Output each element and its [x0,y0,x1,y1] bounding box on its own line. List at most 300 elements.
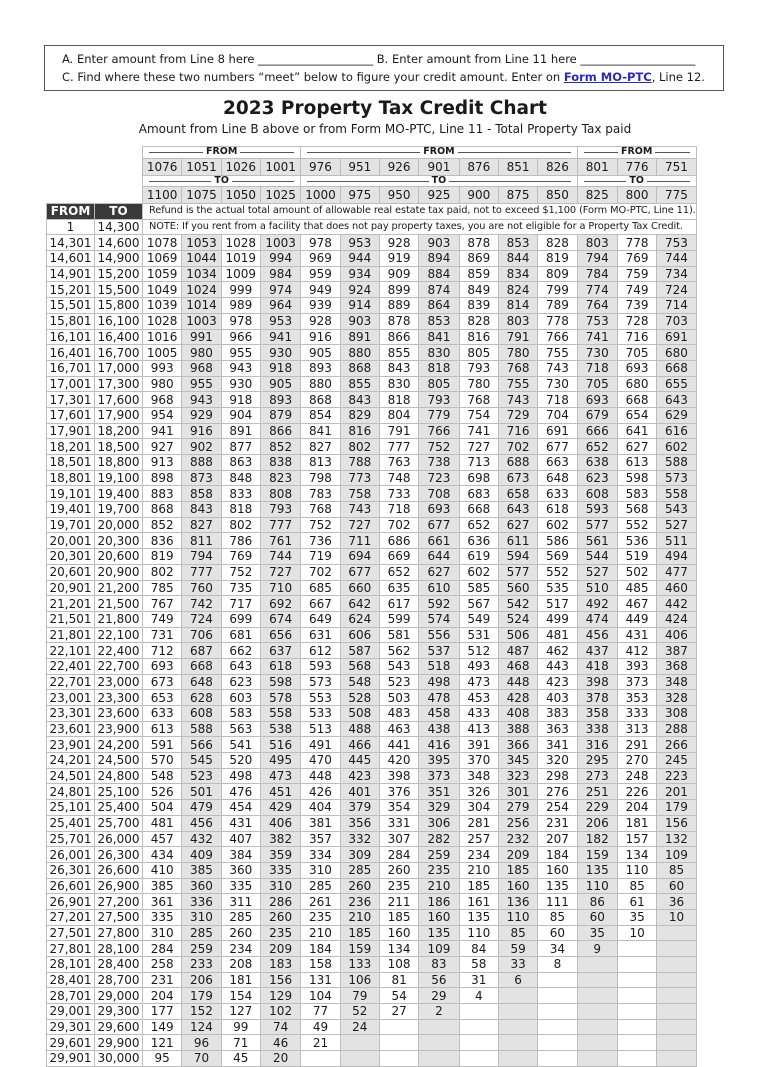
row-from-value: 22,401 [47,658,95,674]
credit-value-cell [459,1004,498,1020]
credit-value-cell: 181 [221,972,260,988]
credit-value-cell: 658 [498,486,537,502]
column-header-value: 1075 [182,187,221,204]
credit-value-cell: 558 [260,706,300,722]
credit-value-cell: 498 [221,768,260,784]
table-row [47,564,697,580]
credit-value-cell: 704 [538,407,577,423]
table-row [47,580,697,596]
row-from-value: 19,101 [47,486,95,502]
table-row [47,800,697,816]
table-row [47,486,697,502]
credit-value-cell: 535 [538,580,577,596]
credit-value-cell: 1053 [182,235,221,251]
credit-value-cell: 749 [143,611,182,627]
credit-value-cell: 326 [459,784,498,800]
credit-value-cell: 45 [221,1051,260,1067]
credit-value-cell: 805 [459,345,498,361]
credit-value-cell: 648 [538,470,577,486]
credit-value-cell: 868 [143,502,182,518]
credit-value-cell: 966 [221,329,260,345]
credit-value-cell: 159 [577,847,617,863]
row-from-value: 24,801 [47,784,95,800]
credit-value-cell: 708 [419,486,459,502]
row-from-value: 17,601 [47,407,95,423]
instruction-c-text: C. Find where these two numbers “meet” below to figure your credit amount. Enter on [62,70,564,84]
credit-value-cell: 819 [143,549,182,565]
credit-value-cell: 702 [301,564,340,580]
table-row [47,517,697,533]
row-from-value: 14,901 [47,266,95,282]
note-row-2 [47,219,697,235]
credit-value-cell [657,988,696,1004]
credit-value-cell: 877 [221,439,260,455]
credit-value-cell: 379 [340,800,379,816]
row-to-value: 24,200 [95,737,143,753]
credit-value-cell: 934 [340,266,379,282]
credit-value-cell: 562 [379,643,418,659]
credit-value-cell: 869 [459,251,498,267]
credit-value-cell: 456 [577,627,617,643]
credit-value-cell: 627 [617,439,656,455]
row-from-value: 26,901 [47,894,95,910]
credit-value-cell [498,1004,537,1020]
credit-value-cell [577,1004,617,1020]
credit-value-cell: 481 [538,627,577,643]
credit-value-cell: 210 [340,909,379,925]
credit-value-cell: 928 [301,313,340,329]
row-to-value: 20,900 [95,564,143,580]
credit-value-cell: 852 [143,517,182,533]
row-from-value: 16,401 [47,345,95,361]
credit-value-cell [498,988,537,1004]
credit-value-cell: 181 [617,815,656,831]
credit-value-cell [617,972,656,988]
table-row [47,329,697,345]
credit-value-cell: 208 [221,957,260,973]
credit-value-cell [577,1035,617,1051]
credit-value-cell: 383 [538,706,577,722]
credit-value-cell: 829 [340,407,379,423]
credit-value-cell: 568 [617,502,656,518]
credit-value-cell: 619 [459,549,498,565]
credit-value-cell: 231 [538,815,577,831]
credit-value-cell: 356 [340,815,379,831]
credit-value-cell: 916 [182,423,221,439]
credit-value-cell: 404 [301,800,340,816]
credit-value-cell: 984 [260,266,300,282]
credit-value-cell: 259 [182,941,221,957]
credit-value-cell [657,1019,696,1035]
form-mo-ptc-link[interactable]: Form MO-PTC [563,70,652,84]
row-to-value: 25,400 [95,800,143,816]
credit-value-cell: 588 [182,721,221,737]
credit-value-cell: 36 [657,894,696,910]
credit-value-cell: 638 [577,455,617,471]
credit-value-cell: 54 [379,988,418,1004]
credit-value-cell: 744 [260,549,300,565]
credit-value-cell: 328 [657,690,696,706]
credit-value-cell: 538 [260,721,300,737]
credit-value-cell: 370 [459,753,498,769]
header-to-row-label-text: TO [429,175,450,186]
row-from-value: 26,601 [47,878,95,894]
credit-value-cell: 716 [617,329,656,345]
credit-value-cell: 674 [260,611,300,627]
credit-value-cell: 685 [301,580,340,596]
header-to-row-label-right [577,175,696,187]
credit-value-cell: 279 [498,800,537,816]
row-to-value: 17,300 [95,376,143,392]
credit-value-cell: 358 [577,706,617,722]
credit-value-cell: 859 [459,266,498,282]
credit-value-cell: 681 [221,627,260,643]
credit-value-cell: 793 [419,392,459,408]
credit-value-cell: 348 [657,674,696,690]
credit-value-cell: 794 [577,251,617,267]
row-to-value: 17,900 [95,407,143,423]
credit-value-cell: 276 [538,784,577,800]
credit-value-cell: 463 [379,721,418,737]
credit-value-cell: 46 [260,1035,300,1051]
credit-value-cell: 308 [657,706,696,722]
credit-value-cell: 543 [657,502,696,518]
credit-value-cell: 855 [379,345,418,361]
credit-value-cell: 593 [301,658,340,674]
credit-value-cell: 599 [379,611,418,627]
credit-value-cell: 298 [538,768,577,784]
credit-value-cell: 184 [301,941,340,957]
credit-value-cell: 808 [260,486,300,502]
row-to-value: 15,800 [95,298,143,314]
table-row [47,768,697,784]
credit-value-cell: 468 [498,658,537,674]
credit-value-cell: 357 [301,831,340,847]
credit-value-cell: 288 [657,721,696,737]
row-from-value: 19,401 [47,502,95,518]
credit-value-cell: 160 [379,925,418,941]
row-from-value: 21,501 [47,611,95,627]
instruction-line-c [62,70,705,84]
credit-value-cell: 460 [657,580,696,596]
credit-value-cell: 179 [182,988,221,1004]
credit-value-cell: 902 [182,439,221,455]
row-from-value: 20,901 [47,580,95,596]
row-to-value: 26,900 [95,878,143,894]
credit-value-cell: 331 [379,815,418,831]
credit-value-cell: 949 [301,282,340,298]
credit-value-cell: 611 [498,533,537,549]
credit-value-cell: 629 [657,407,696,423]
credit-value-cell [498,1019,537,1035]
credit-value-cell: 445 [340,753,379,769]
credit-value-cell: 602 [657,439,696,455]
credit-value-cell: 918 [260,360,300,376]
credit-value-cell: 618 [260,658,300,674]
row-from-value: 29,901 [47,1051,95,1067]
row-to-value: 14,300 [95,219,143,235]
credit-value-cell: 6 [498,972,537,988]
credit-value-cell: 728 [617,313,656,329]
credit-value-cell: 258 [143,957,182,973]
credit-value-cell: 493 [459,658,498,674]
credit-value-cell [577,972,617,988]
credit-value-cell: 251 [577,784,617,800]
credit-value-cell: 467 [617,596,656,612]
row-to-value: 18,500 [95,439,143,455]
credit-value-cell: 643 [221,658,260,674]
credit-value-cell: 553 [301,690,340,706]
credit-value-cell: 457 [143,831,182,847]
credit-value-cell [419,1051,459,1067]
credit-value-cell: 677 [419,517,459,533]
credit-value-cell: 764 [577,298,617,314]
credit-value-cell: 735 [221,580,260,596]
credit-value-cell [657,957,696,973]
credit-value-cell: 641 [617,423,656,439]
credit-value-cell: 633 [143,706,182,722]
credit-value-cell: 406 [260,815,300,831]
credit-value-cell: 841 [419,329,459,345]
credit-value-cell [498,1035,537,1051]
credit-value-cell: 385 [182,862,221,878]
credit-value-cell: 135 [538,878,577,894]
credit-value-cell: 755 [498,376,537,392]
credit-value-cell: 533 [301,706,340,722]
credit-value-cell: 135 [419,925,459,941]
credit-value-cell: 310 [301,862,340,878]
credit-value-cell: 703 [657,313,696,329]
credit-value-cell: 791 [379,423,418,439]
credit-value-cell: 818 [221,502,260,518]
credit-value-cell: 752 [221,564,260,580]
credit-value-cell: 852 [260,439,300,455]
credit-value-cell: 994 [260,251,300,267]
column-header-value: 800 [617,187,656,204]
credit-value-cell: 773 [340,470,379,486]
credit-value-cell: 413 [459,721,498,737]
table-row [47,847,697,863]
credit-value-cell: 353 [617,690,656,706]
credit-value-cell: 133 [340,957,379,973]
credit-value-cell: 552 [538,564,577,580]
credit-value-cell: 798 [301,470,340,486]
credit-value-cell: 61 [617,894,656,910]
credit-value-cell: 974 [260,282,300,298]
credit-value-cell: 158 [301,957,340,973]
credit-value-cell: 420 [379,753,418,769]
credit-value-cell: 705 [577,376,617,392]
credit-value-cell: 755 [538,345,577,361]
credit-value-cell: 574 [419,611,459,627]
credit-value-cell: 185 [379,909,418,925]
row-to-value: 22,400 [95,643,143,659]
column-header-value: 875 [498,187,537,204]
credit-value-cell: 916 [301,329,340,345]
credit-value-cell: 543 [379,658,418,674]
credit-value-cell: 313 [617,721,656,737]
credit-value-cell: 652 [577,439,617,455]
credit-value-cell: 999 [221,282,260,298]
credit-value-cell: 10 [657,909,696,925]
credit-value-cell: 777 [260,517,300,533]
credit-value-cell: 259 [419,847,459,863]
credit-value-cell: 1016 [143,329,182,345]
row-from-value: 24,201 [47,753,95,769]
credit-value-cell: 285 [340,862,379,878]
credit-value-cell: 511 [657,533,696,549]
row-from-value: 25,701 [47,831,95,847]
credit-value-cell: 713 [459,455,498,471]
credit-value-cell: 236 [340,894,379,910]
credit-value-cell: 520 [221,753,260,769]
credit-value-cell: 943 [182,392,221,408]
credit-value-cell: 702 [379,517,418,533]
credit-value-cell: 705 [617,345,656,361]
table-row [47,298,697,314]
credit-value-cell: 159 [340,941,379,957]
row-from-value: 18,501 [47,455,95,471]
credit-value-cell: 183 [260,957,300,973]
credit-value-cell: 841 [301,423,340,439]
credit-value-cell: 667 [301,596,340,612]
credit-value-cell: 408 [498,706,537,722]
credit-value-cell: 160 [538,862,577,878]
credit-value-cell: 848 [221,470,260,486]
row-from-value: 26,001 [47,847,95,863]
table-row [47,815,697,831]
credit-value-cell: 943 [221,360,260,376]
credit-value-cell: 335 [221,878,260,894]
credit-value-cell: 768 [459,392,498,408]
credit-value-cell: 929 [182,407,221,423]
credit-value-cell: 968 [182,360,221,376]
credit-value-cell: 85 [617,878,656,894]
credit-value-cell: 373 [617,674,656,690]
credit-value-cell: 624 [340,611,379,627]
credit-value-cell [538,972,577,988]
credit-value-cell: 585 [459,580,498,596]
credit-value-cell: 804 [379,407,418,423]
table-row [47,360,697,376]
credit-value-cell: 866 [260,423,300,439]
credit-value-cell: 652 [379,564,418,580]
credit-value-cell: 591 [143,737,182,753]
credit-value-cell: 637 [260,643,300,659]
credit-value-cell: 160 [419,909,459,925]
credit-value-cell: 752 [301,517,340,533]
spacer-cell [47,158,143,175]
table-row [47,1019,697,1035]
credit-value-cell: 955 [221,345,260,361]
row-to-value: 22,700 [95,658,143,674]
credit-value-cell: 96 [182,1035,221,1051]
credit-value-cell: 668 [182,658,221,674]
row-from-value: 16,101 [47,329,95,345]
credit-value-cell: 516 [260,737,300,753]
credit-value-cell: 694 [340,549,379,565]
credit-value-cell: 378 [577,690,617,706]
header-to-values [47,187,697,204]
credit-value-cell: 204 [617,800,656,816]
column-header-value: 900 [459,187,498,204]
credit-value-cell: 309 [340,847,379,863]
credit-value-cell: 232 [498,831,537,847]
credit-value-cell: 868 [301,392,340,408]
credit-value-cell: 433 [459,706,498,722]
credit-value-cell: 1078 [143,235,182,251]
credit-value-cell: 361 [143,894,182,910]
credit-value-cell: 814 [498,298,537,314]
credit-value-cell: 59 [498,941,537,957]
credit-value-cell: 955 [182,376,221,392]
instructions-box [44,45,724,91]
credit-value-cell: 627 [498,517,537,533]
row-from-value: 21,201 [47,596,95,612]
credit-value-cell: 941 [260,329,300,345]
credit-value-cell: 307 [379,831,418,847]
row-to-value: 29,900 [95,1035,143,1051]
row-to-value: 25,100 [95,784,143,800]
credit-value-cell: 618 [538,502,577,518]
credit-value-cell: 85 [538,909,577,925]
row-to-value: 29,000 [95,988,143,1004]
credit-value-cell: 410 [143,862,182,878]
column-header-value: 901 [419,158,459,175]
row-from-value: 20,301 [47,549,95,565]
credit-value-cell: 660 [340,580,379,596]
credit-value-cell: 503 [379,690,418,706]
credit-value-cell: 281 [459,815,498,831]
credit-value-cell: 104 [301,988,340,1004]
column-header-value: 851 [498,158,537,175]
credit-value-cell: 438 [419,721,459,737]
credit-value-cell: 223 [657,768,696,784]
instruction-c-suffix: , Line 12. [651,70,705,84]
credit-value-cell: 531 [459,627,498,643]
credit-value-cell: 473 [260,768,300,784]
credit-value-cell: 642 [340,596,379,612]
credit-value-cell: 693 [577,392,617,408]
column-header-value: 876 [459,158,498,175]
credit-value-cell: 643 [657,392,696,408]
header-to-row [47,175,697,187]
credit-value-cell: 598 [617,470,656,486]
table-row [47,925,697,941]
credit-value-cell: 338 [577,721,617,737]
row-to-value: 17,600 [95,392,143,408]
credit-value-cell: 742 [182,596,221,612]
credit-value-cell: 849 [459,282,498,298]
credit-value-cell: 711 [340,533,379,549]
row-to-value: 28,400 [95,957,143,973]
credit-value-cell: 83 [419,957,459,973]
credit-value-cell: 763 [379,455,418,471]
table-row [47,643,697,659]
credit-value-cell: 393 [617,658,656,674]
credit-value-cell: 161 [459,894,498,910]
credit-value-cell: 648 [182,674,221,690]
header-from-row-label-middle [301,147,577,159]
credit-value-cell: 185 [498,862,537,878]
credit-value-cell: 866 [379,329,418,345]
credit-value-cell: 453 [459,690,498,706]
credit-value-cell: 432 [182,831,221,847]
credit-value-cell: 724 [182,611,221,627]
credit-value-cell: 927 [143,439,182,455]
credit-value-cell: 918 [221,392,260,408]
column-header-value: 776 [617,158,656,175]
